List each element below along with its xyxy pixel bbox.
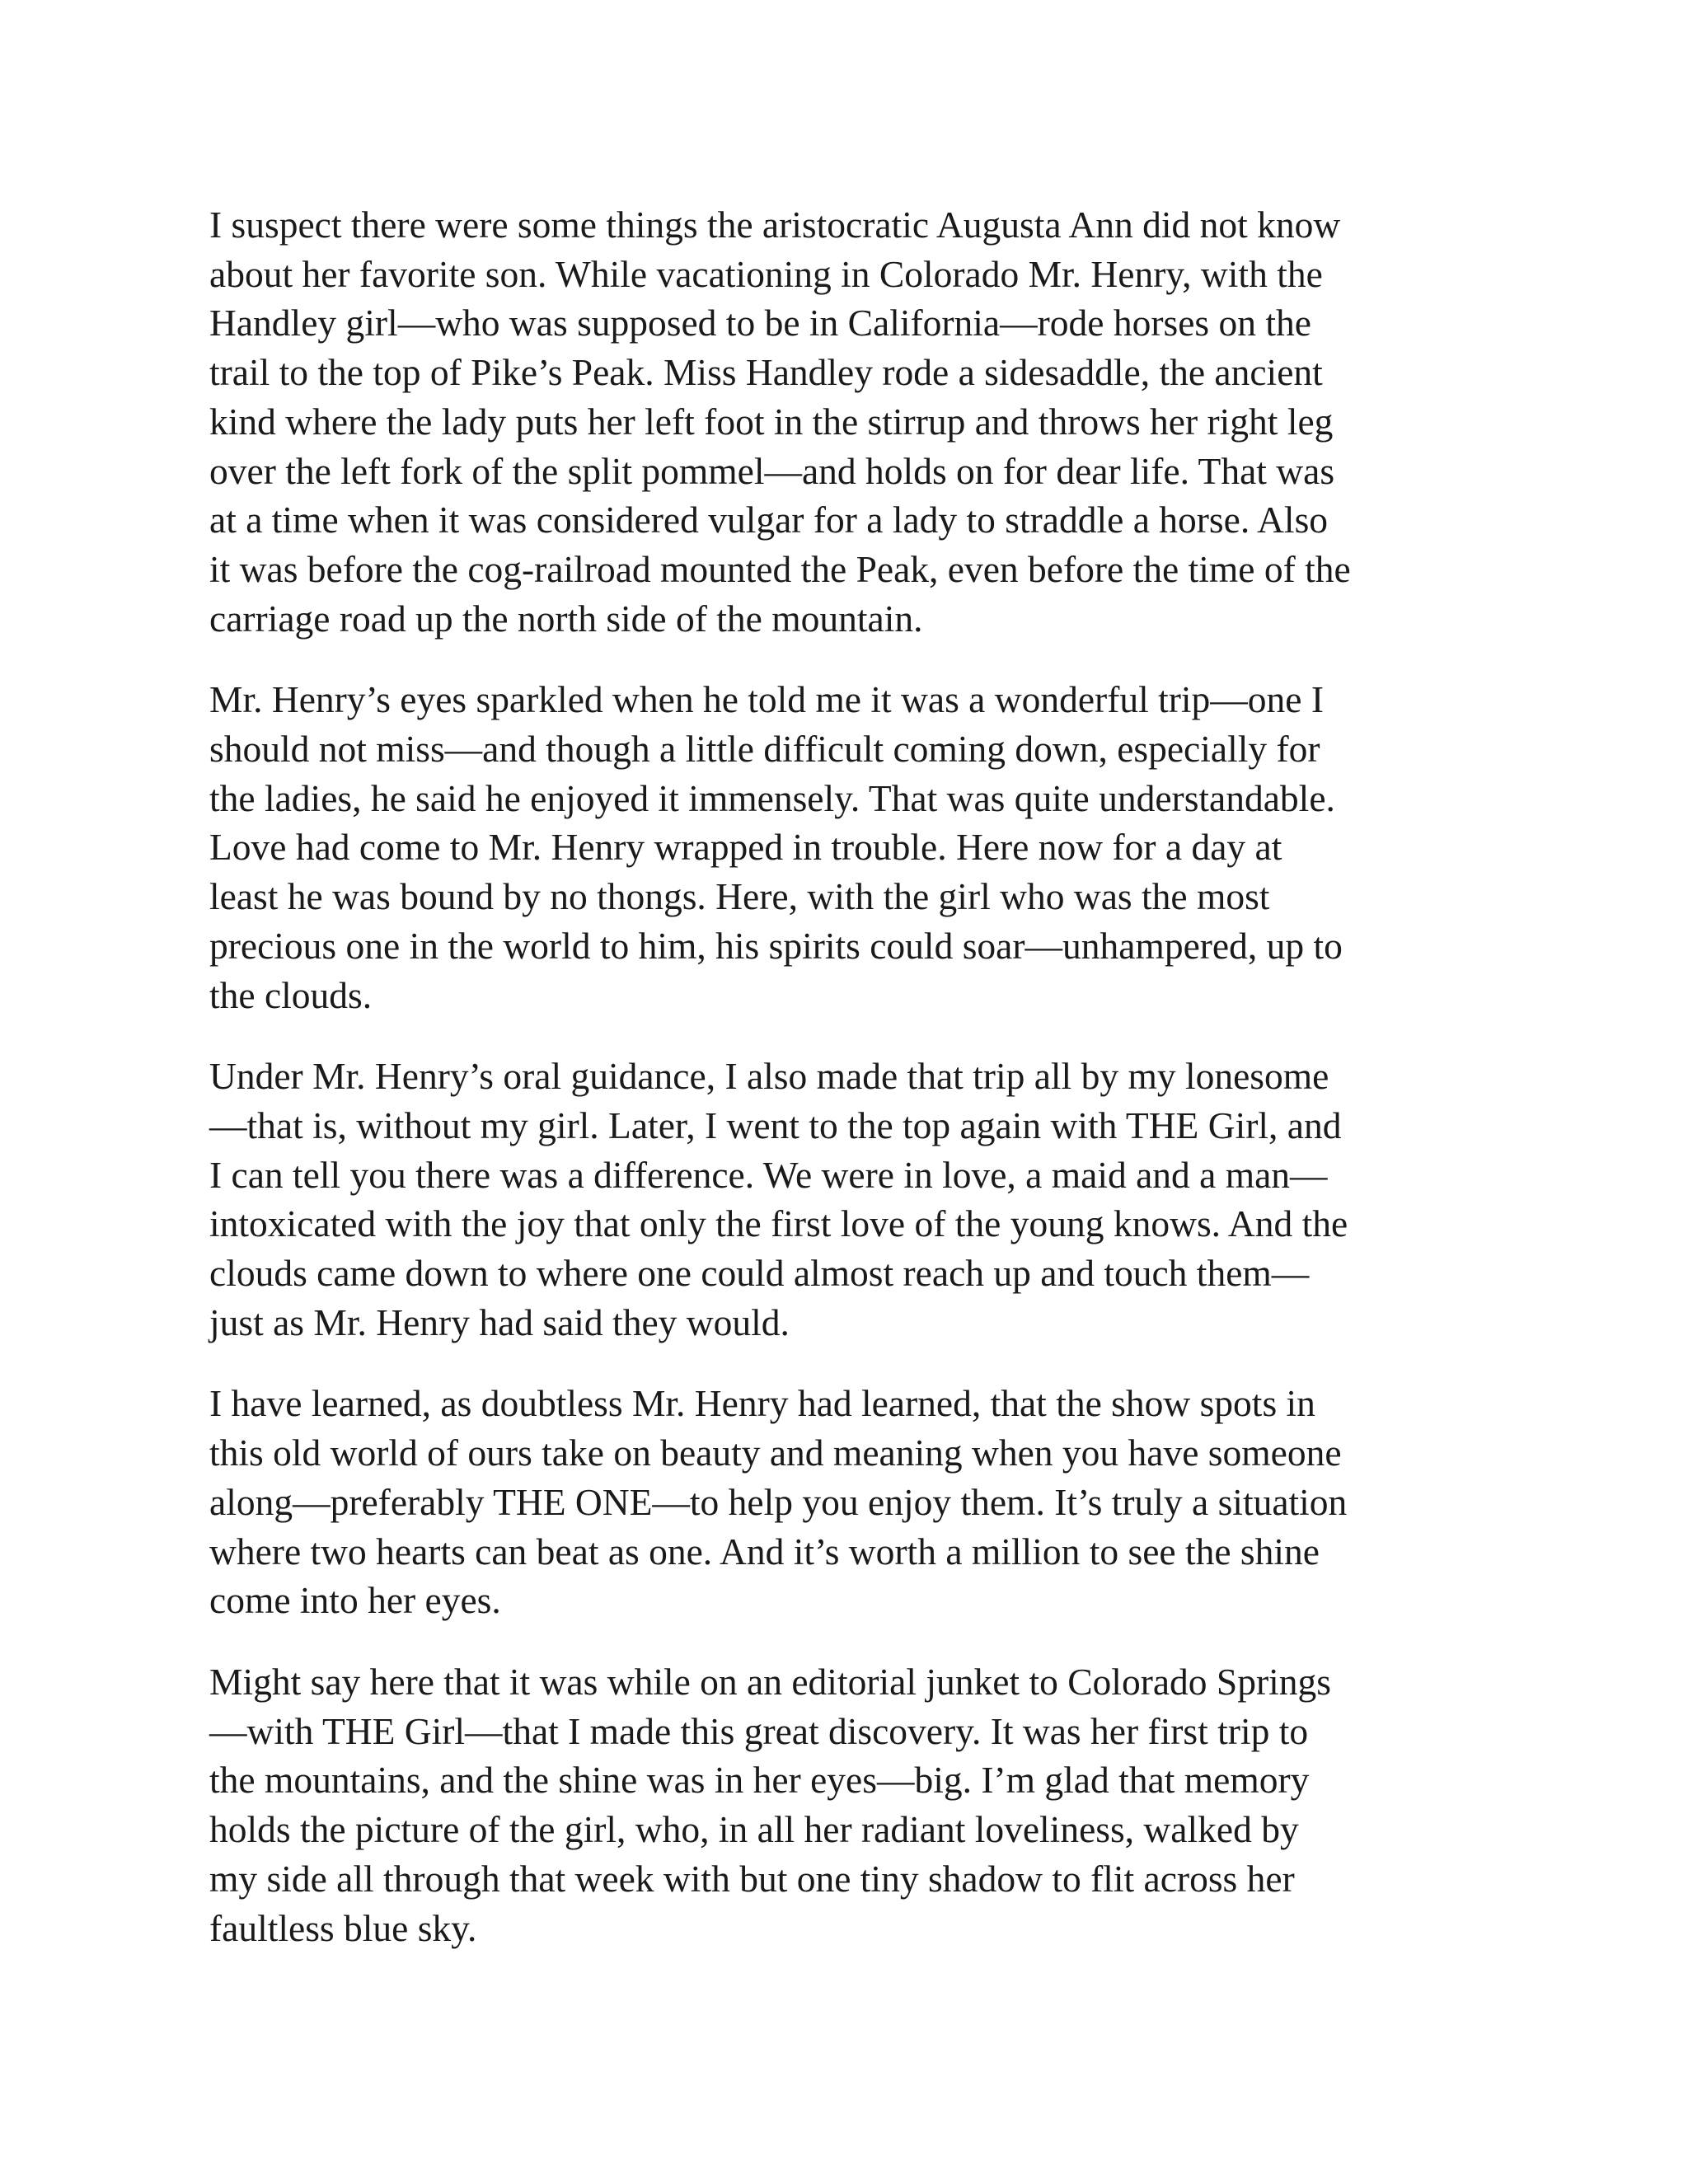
text-line: I suspect there were some things the aristocratic Augusta Ann did not know [209, 204, 1341, 246]
text-line: Handley girl—who was supposed to be in California—rode horses on the [209, 302, 1311, 344]
text-line: Love had come to Mr. Henry wrapped in trouble. Here now for a day at [209, 826, 1282, 869]
text-line: faultless blue sky. [209, 1906, 477, 1949]
paragraph-4 [209, 1379, 1495, 1625]
text-line: Might say here that it was while on an editorial junket to Colorado Springs [209, 1660, 1331, 1703]
text-line: I have learned, as doubtless Mr. Henry had learned, that the show spots in [209, 1382, 1315, 1425]
text-line: carriage road up the north side of the mountain. [209, 597, 923, 640]
text-line: the ladies, he said he enjoyed it immensely. That was quite understandable. [209, 776, 1335, 819]
text-line: it was before the cog-railroad mounted the Peak, even before the time of the [209, 547, 1351, 590]
text-line: should not miss—and though a little difficult coming down, especially for [209, 728, 1320, 771]
text-line: just as Mr. Henry had said they would. [209, 1301, 790, 1343]
text-line: kind where the lady puts her left foot in the stirrup and throws her right leg [209, 400, 1334, 443]
paragraph-3 [209, 1052, 1495, 1347]
text-line: about her favorite son. While vacationing in Colorado Mr. Henry, with the [209, 252, 1323, 295]
paragraph-5 [209, 1657, 1495, 1952]
text-line: my side all through that week with but one tiny shadow to flit across her [209, 1857, 1295, 1900]
text-line: least he was bound by no thongs. Here, with the girl who was the most [209, 875, 1270, 918]
text-line: I can tell you there was a difference. We were in love, a maid and a man— [209, 1153, 1328, 1196]
text-line: Mr. Henry’s eyes sparkled when he told me it was a wonderful trip—one I [209, 678, 1325, 721]
text-line: precious one in the world to him, his spirits could soar—unhampered, up to [209, 924, 1343, 967]
text-line: where two hearts can beat as one. And it’s worth a million to see the shine [209, 1530, 1320, 1572]
text-line: the mountains, and the shine was in her eyes—big. I’m glad that memory [209, 1759, 1310, 1802]
text-line: this old world of ours take on beauty and meaning when you have someone [209, 1432, 1342, 1474]
text-line: come into her eyes. [209, 1579, 501, 1622]
text-line: Under Mr. Henry’s oral guidance, I also made that trip all by my lonesome [209, 1055, 1329, 1098]
text-line: intoxicated with the joy that only the first love of the young knows. And the [209, 1202, 1348, 1245]
text-line: trail to the top of Pike’s Peak. Miss Handley rode a sidesaddle, the ancient [209, 351, 1323, 394]
paragraph-2 [209, 675, 1495, 1019]
text-line: at a time when it was considered vulgar for a lady to straddle a horse. Also [209, 499, 1329, 541]
text-line: —that is, without my girl. Later, I went to the top again with THE Girl, and [209, 1104, 1342, 1146]
document-page [209, 200, 1495, 1985]
text-line: along—preferably THE ONE—to help you enjoy them. It’s truly a situation [209, 1480, 1348, 1523]
text-line: —with THE Girl—that I made this great discovery. It was her first trip to [209, 1709, 1309, 1752]
text-line: holds the picture of the girl, who, in all her radiant loveliness, walked by [209, 1808, 1299, 1851]
paragraph-1 [209, 200, 1495, 643]
text-line: clouds came down to where one could almost reach up and touch them— [209, 1252, 1310, 1295]
text-line: the clouds. [209, 973, 373, 1016]
text-line: over the left fork of the split pommel—and holds on for dear life. That was [209, 449, 1335, 492]
